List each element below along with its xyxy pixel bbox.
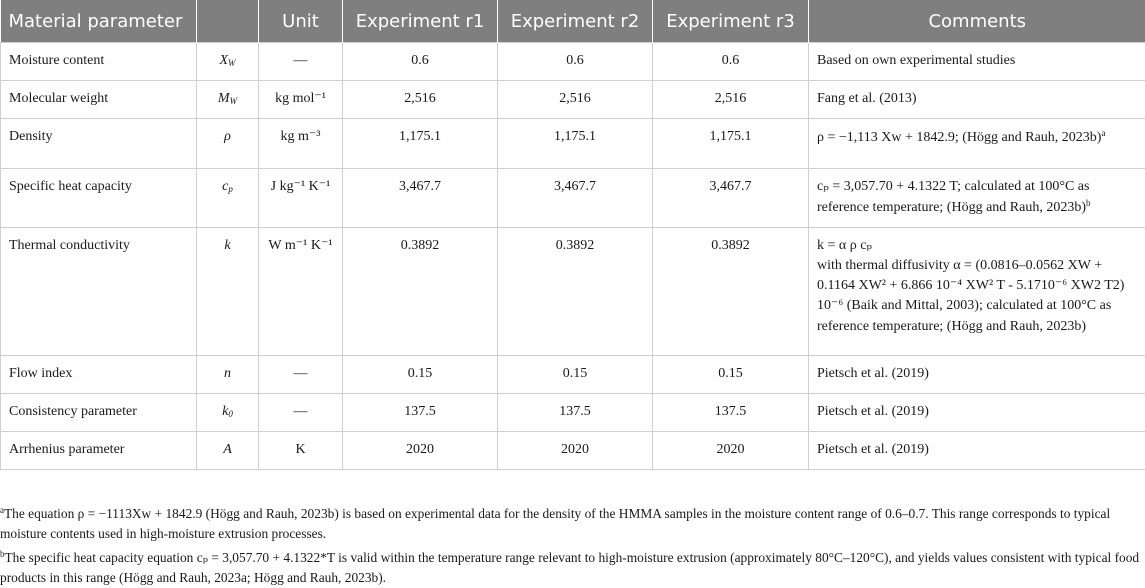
unit-cell: kg mol⁻¹ [259, 81, 343, 119]
param-name-cell: Molecular weight [1, 81, 197, 119]
experiment-r1-cell: 0.15 [343, 355, 498, 393]
experiment-r2-cell: 0.3892 [498, 227, 653, 355]
table-row [1, 227, 1145, 355]
table-footnotes [0, 500, 1140, 588]
param-name-cell: Moisture content [1, 43, 197, 81]
footnote-text: The equation ρ = −1113Xw + 1842.9 (Högg and Rauh, 2023b) is based on experimental data for the density of the HMMA samples in the moisture content range of 0.6–0.7. This range corresponds to typical moisture contents used in high-moisture extrusion processes. [0, 506, 1110, 541]
experiment-r2-cell: 3,467.7 [498, 169, 653, 228]
header-unit: Unit [259, 0, 343, 43]
comment-cell: Pietsch et al. (2019) [809, 393, 1145, 431]
table-row [1, 119, 1145, 169]
experiment-r3-cell: 0.15 [653, 355, 809, 393]
comment-cell: Based on own experimental studies [809, 43, 1145, 81]
symbol: ρ [224, 129, 231, 144]
experiment-r1-cell: 2,516 [343, 81, 498, 119]
experiment-r3-cell: 137.5 [653, 393, 809, 431]
symbol-cell [197, 119, 259, 169]
experiment-r2-cell: 0.15 [498, 355, 653, 393]
experiment-r1-cell: 3,467.7 [343, 169, 498, 228]
symbol-cell [197, 393, 259, 431]
header-experiment-r1: Experiment r1 [343, 0, 498, 43]
experiment-r1-cell: 1,175.1 [343, 119, 498, 169]
footnote-ref: b [1086, 198, 1091, 208]
param-name-cell: Flow index [1, 355, 197, 393]
footnote-ref: a [1101, 128, 1105, 138]
experiment-r1-cell: 137.5 [343, 393, 498, 431]
experiment-r3-cell: 3,467.7 [653, 169, 809, 228]
comment-cell: cₚ = 3,057.70 + 4.1322 T; calculated at 100°C as reference temperature; (Högg and Rauh, 2023b)$^b$ [809, 169, 1145, 228]
symbol: k [224, 238, 230, 253]
symbol-cell [197, 227, 259, 355]
table-row [1, 393, 1145, 431]
symbol: A [223, 442, 232, 457]
experiment-r2-cell: 0.6 [498, 43, 653, 81]
unit-cell: — [259, 43, 343, 81]
symbol: X [219, 53, 228, 68]
table-row [1, 431, 1145, 469]
experiment-r3-cell: 2,516 [653, 81, 809, 119]
footnote [0, 500, 1140, 544]
symbol: M [218, 91, 230, 106]
unit-cell: K [259, 431, 343, 469]
symbol-cell [197, 355, 259, 393]
param-name-cell: Density [1, 119, 197, 169]
table-body [1, 43, 1145, 470]
unit-cell: kg m⁻³ [259, 119, 343, 169]
symbol-subscript: 0 [228, 409, 233, 419]
header-experiment-r3: Experiment r3 [653, 0, 809, 43]
unit-cell: — [259, 393, 343, 431]
experiment-r2-cell: 2020 [498, 431, 653, 469]
symbol-subscript: W [228, 58, 236, 68]
experiment-r3-cell: 2020 [653, 431, 809, 469]
param-name-cell: Thermal conductivity [1, 227, 197, 355]
param-name-cell: Consistency parameter [1, 393, 197, 431]
unit-cell: — [259, 355, 343, 393]
table-row [1, 81, 1145, 119]
param-name-cell: Specific heat capacity [1, 169, 197, 228]
symbol-cell [197, 81, 259, 119]
symbol-cell [197, 43, 259, 81]
header-material-parameter: Material parameter [1, 0, 197, 43]
footnote [0, 544, 1140, 588]
header-comments: Comments [809, 0, 1145, 43]
experiment-r2-cell: 137.5 [498, 393, 653, 431]
comment-cell: Pietsch et al. (2019) [809, 355, 1145, 393]
experiment-r1-cell: 2020 [343, 431, 498, 469]
table-row [1, 355, 1145, 393]
comment-cell: k = α ρ cₚ with thermal diffusivity α = (0.0816–0.0562 XW + 0.1164 XW² + 6.866 10⁻⁴ XW² T - 5.1710⁻⁶ XW2 T2) 10⁻⁶ (Baik and Mittal, 2003); calculated at 100°C as reference temperature; (Högg and Rauh, 2023b) [809, 227, 1145, 355]
symbol-subscript: W [230, 96, 238, 106]
table-row [1, 169, 1145, 228]
table-row [1, 43, 1145, 81]
footnote-text: The specific heat capacity equation cₚ = 3,057.70 + 4.1322*T is valid within the temperature range relevant to high-moisture extrusion (approximately 80°C–120°C), and yields values consistent with typical food products in this range (Högg and Rauh, 2023a; Högg and Rauh, 2023b). [0, 550, 1139, 585]
table-header-row [1, 0, 1145, 43]
header-symbol [197, 0, 259, 43]
experiment-r3-cell: 0.3892 [653, 227, 809, 355]
comment-cell: Fang et al. (2013) [809, 81, 1145, 119]
comment-cell: ρ = −1,113 Xw + 1842.9; (Högg and Rauh, 2023b)$^a$ [809, 119, 1145, 169]
symbol: n [224, 366, 231, 381]
experiment-r2-cell: 1,175.1 [498, 119, 653, 169]
unit-cell: J kg⁻¹ K⁻¹ [259, 169, 343, 228]
symbol: k [222, 404, 228, 419]
experiment-r3-cell: 0.6 [653, 43, 809, 81]
experiment-r1-cell: 0.3892 [343, 227, 498, 355]
symbol-cell [197, 169, 259, 228]
experiment-r1-cell: 0.6 [343, 43, 498, 81]
unit-cell: W m⁻¹ K⁻¹ [259, 227, 343, 355]
header-experiment-r2: Experiment r2 [498, 0, 653, 43]
footnote-mark: b [0, 549, 5, 559]
experiment-r2-cell: 2,516 [498, 81, 653, 119]
symbol-subscript: p [228, 184, 233, 194]
symbol: c [222, 179, 228, 194]
symbol-cell [197, 431, 259, 469]
param-name-cell: Arrhenius parameter [1, 431, 197, 469]
comment-cell: Pietsch et al. (2019) [809, 431, 1145, 469]
experiment-r3-cell: 1,175.1 [653, 119, 809, 169]
footnote-mark: a [0, 505, 4, 515]
